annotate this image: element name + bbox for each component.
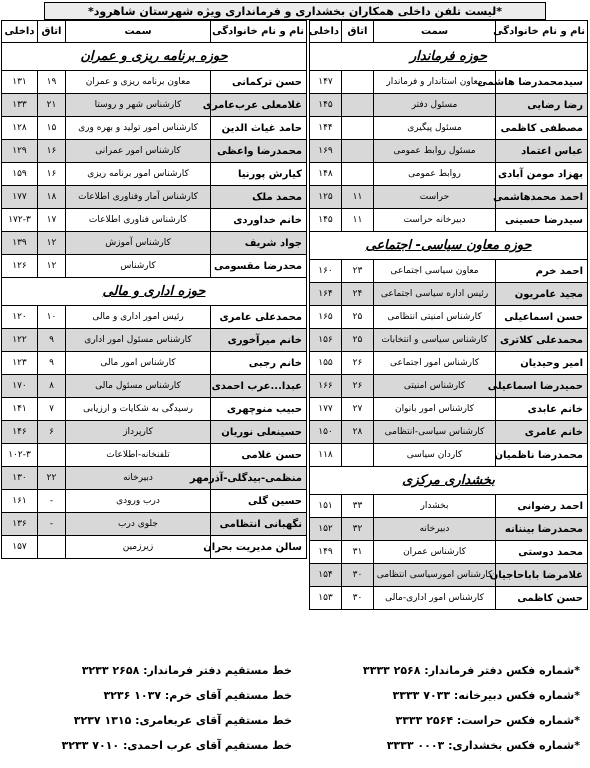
table-row [2, 117, 307, 140]
table-row [2, 421, 307, 444]
left-directory-column [2, 20, 307, 559]
staff-position: روابط عمومی [374, 163, 496, 186]
staff-name: حبیب منوچهری [211, 398, 307, 421]
staff-position: کارشناس آمار وفناوری اطلاعات [66, 186, 211, 209]
extension-number: ۱۲۸ [2, 117, 38, 140]
extension-number: ۱۴۵ [310, 209, 342, 232]
header-row [2, 21, 307, 43]
page-title: *لیست تلفن داخلی همکاران بخشداری و فرمانداری ویژه شهرستان شاهرود* [44, 2, 546, 20]
table-row [2, 186, 307, 209]
staff-position: کاردان سیاسی [374, 444, 496, 467]
room-number: ۱۵ [38, 117, 66, 140]
staff-name: کیارش پورنیا [211, 163, 307, 186]
direct-line-khoram: خط مستقیم آقای خرم: ۱۰۳۷ ۳۲۳۶ [103, 689, 292, 702]
table-row [310, 186, 588, 209]
staff-name: خانم رجبی [211, 352, 307, 375]
extension-number: ۱۶۶ [310, 375, 342, 398]
table-row [310, 329, 588, 352]
staff-position: دبیرخانه [66, 467, 211, 490]
section-title: حوزه برنامه ریزی و عمران [2, 43, 307, 71]
column-header-post: سمت [66, 21, 211, 43]
table-row [310, 283, 588, 306]
header-row [310, 21, 588, 43]
section-title: حوزه فرماندار [310, 43, 588, 71]
table-row [310, 398, 588, 421]
table-row [310, 94, 588, 117]
staff-position: زیرزمین [66, 536, 211, 559]
extension-number: ۱۴۹ [310, 541, 342, 564]
extension-number: ۱۲۰ [2, 306, 38, 329]
staff-name: حامد غیاث الدین [211, 117, 307, 140]
table-row [2, 140, 307, 163]
staff-position: کارشناس امنیتی [374, 375, 496, 398]
staff-position: کارشناس سیاسی-انتظامی [374, 421, 496, 444]
staff-position: کارشناس امور اجتماعی [374, 352, 496, 375]
staff-name: مصطفی کاظمی [496, 117, 588, 140]
extension-number: ۱۶۵ [310, 306, 342, 329]
staff-position: معاون استاندار و فرماندار [374, 71, 496, 94]
extension-number: ۱۶۹ [310, 140, 342, 163]
staff-name: عبدا...عرب احمدی [211, 375, 307, 398]
table-row [310, 352, 588, 375]
staff-position: کارشناس سیاسی و انتخابات [374, 329, 496, 352]
staff-name: محمدعلی کلاتری [496, 329, 588, 352]
right-directory-column [310, 20, 588, 610]
extension-number: ۱۳۹ [2, 232, 38, 255]
table-row [2, 352, 307, 375]
table-row [2, 306, 307, 329]
room-number: ۲۵ [342, 329, 374, 352]
staff-position: کارشناس فناوری اطلاعات [66, 209, 211, 232]
room-number: - [38, 513, 66, 536]
column-header-name: نام و نام خانوادگی [211, 21, 307, 43]
table-row [2, 71, 307, 94]
table-row [2, 232, 307, 255]
table-row [310, 209, 588, 232]
fax-security: *شماره فکس حراست: ۲۵۶۴ ۳۳۳۳ [395, 714, 580, 727]
table-row [2, 444, 307, 467]
extension-number: ۱۷۲-۳ [2, 209, 38, 232]
extension-number: ۱۶۴ [310, 283, 342, 306]
extension-number: ۱۵۰ [310, 421, 342, 444]
room-number: ۲۸ [342, 421, 374, 444]
room-number: ۱۹ [38, 71, 66, 94]
staff-name: حسن غلامی [211, 444, 307, 467]
room-number [38, 536, 66, 559]
column-header-room: اتاق [38, 21, 66, 43]
table-row [2, 536, 307, 559]
room-number: ۲۲ [38, 467, 66, 490]
room-number: ۶ [38, 421, 66, 444]
staff-name: حسن اسماعیلی [496, 306, 588, 329]
column-header-ext: داخلی [310, 21, 342, 43]
staff-name: محمد دوستی [496, 541, 588, 564]
extension-number: ۱۴۵ [310, 94, 342, 117]
table-row [2, 209, 307, 232]
extension-number: ۱۷۰ [2, 375, 38, 398]
staff-position: کارشناس امور بانوان [374, 398, 496, 421]
extension-number: ۱۶۰ [310, 260, 342, 283]
column-header-ext: داخلی [2, 21, 38, 43]
staff-name: محمدرضا بیننانه [496, 518, 588, 541]
room-number: ۹ [38, 352, 66, 375]
extension-number: ۱۵۷ [2, 536, 38, 559]
staff-name: محمد ملک [211, 186, 307, 209]
room-number: ۱۰ [38, 306, 66, 329]
extension-number: ۱۲۵ [310, 186, 342, 209]
room-number: ۱۷ [38, 209, 66, 232]
table-row [2, 163, 307, 186]
table-row [2, 513, 307, 536]
staff-position: کارپرداز [66, 421, 211, 444]
extension-number: ۱۴۸ [310, 163, 342, 186]
room-number [342, 444, 374, 467]
staff-name: خانم عامری [496, 421, 588, 444]
table-row [2, 490, 307, 513]
table-row [310, 71, 588, 94]
section-row [310, 43, 588, 71]
staff-name: خانم میرآخوری [211, 329, 307, 352]
room-number: ۱۲ [38, 255, 66, 278]
extension-number: ۱۵۲ [310, 518, 342, 541]
staff-name: منظمی-بیدگلی-آذرمهر [211, 467, 307, 490]
staff-position: کارشناس امور عمرانی [66, 140, 211, 163]
staff-name: حمیدرضا اسماعیلی [496, 375, 588, 398]
staff-name: احمد محمدهاشمی [496, 186, 588, 209]
fax-governor-office: *شماره فکس دفتر فرماندار: ۲۵۶۸ ۳۳۳۳ [362, 664, 580, 677]
room-number: ۷ [38, 398, 66, 421]
staff-name: مجید عامریون [496, 283, 588, 306]
staff-position: درب ورودی [66, 490, 211, 513]
extension-number: ۱۵۱ [310, 495, 342, 518]
room-number: ۲۶ [342, 375, 374, 398]
staff-position: کارشناس شهر و روستا [66, 94, 211, 117]
staff-position: کارشناس امور مالی [66, 352, 211, 375]
section-title: حوزه معاون سیاسی- اجتماعی [310, 232, 588, 260]
extension-number: ۱۵۶ [310, 329, 342, 352]
extension-number: ۱۰۲-۳ [2, 444, 38, 467]
staff-position: کارشناس آموزش [66, 232, 211, 255]
room-number: ۱۱ [342, 186, 374, 209]
staff-name: احمد خرم [496, 260, 588, 283]
table-row [2, 398, 307, 421]
room-number: ۳۰ [342, 587, 374, 610]
staff-position: کارشناس امور اداری-مالی [374, 587, 496, 610]
table-row [310, 495, 588, 518]
staff-position: کارشناس امور برنامه ریزی [66, 163, 211, 186]
staff-position: حراست [374, 186, 496, 209]
section-row [310, 232, 588, 260]
table-row [310, 306, 588, 329]
extension-number: ۱۴۷ [310, 71, 342, 94]
room-number: - [38, 490, 66, 513]
section-title: بخشداری مرکزی [310, 467, 588, 495]
table-row [2, 329, 307, 352]
staff-position: کارشناس مسئول مالی [66, 375, 211, 398]
footer-fax-lines [0, 662, 590, 762]
staff-position: معاون سیاسی اجتماعی [374, 260, 496, 283]
extension-number: ۱۲۹ [2, 140, 38, 163]
column-header-room: اتاق [342, 21, 374, 43]
room-number [38, 444, 66, 467]
extension-number: ۱۶۱ [2, 490, 38, 513]
staff-name: امیر وحیدیان [496, 352, 588, 375]
table-row [310, 518, 588, 541]
room-number: ۱۶ [38, 140, 66, 163]
room-number: ۲۶ [342, 352, 374, 375]
table-row [310, 260, 588, 283]
fax-secretariat: *شماره فکس دبیرخانه: ۷۰۳۳ ۳۳۳۳ [392, 689, 580, 702]
direct-line-arab-ahmadi: خط مستقیم آقای عرب احمدی: ۷۰۱۰ ۳۲۳۳ [61, 739, 292, 752]
section-row [2, 43, 307, 71]
room-number [342, 71, 374, 94]
table-row [310, 117, 588, 140]
staff-name: خانم خداوردی [211, 209, 307, 232]
staff-name: بهزاد مومن آبادی [496, 163, 588, 186]
staff-name: محمدرضا ناظمیان [496, 444, 588, 467]
table-row [310, 421, 588, 444]
room-number: ۱۲ [38, 232, 66, 255]
staff-name: محمدعلی عامری [211, 306, 307, 329]
staff-name: غلامعلی عرب‌عامری [211, 94, 307, 117]
section-row [2, 278, 307, 306]
extension-number: ۱۵۴ [310, 564, 342, 587]
extension-number: ۱۳۶ [2, 513, 38, 536]
direct-line-governor-office: خط مستقیم دفتر فرماندار: ۲۶۵۸ ۳۲۳۳ [81, 664, 292, 677]
staff-position: کارشناس امور تولید و بهره وری [66, 117, 211, 140]
room-number: ۳۰ [342, 564, 374, 587]
staff-position: مسئول روابط عمومی [374, 140, 496, 163]
extension-number: ۱۱۸ [310, 444, 342, 467]
room-number: ۱۱ [342, 209, 374, 232]
extension-number: ۱۳۰ [2, 467, 38, 490]
staff-position: کارشناس [66, 255, 211, 278]
table-row [2, 467, 307, 490]
right-directory-table [309, 20, 588, 610]
extension-number: ۱۴۴ [310, 117, 342, 140]
extension-number: ۱۵۳ [310, 587, 342, 610]
extension-number: ۱۵۵ [310, 352, 342, 375]
table-row [310, 163, 588, 186]
extension-number: ۱۳۳ [2, 94, 38, 117]
staff-position: رسیدگی به شکایات و ارزیابی [66, 398, 211, 421]
room-number: ۹ [38, 329, 66, 352]
table-row [310, 140, 588, 163]
extension-number: ۱۳۱ [2, 71, 38, 94]
column-header-post: سمت [374, 21, 496, 43]
staff-name: حسین گلی [211, 490, 307, 513]
staff-position: کارشناس مسئول امور اداری [66, 329, 211, 352]
table-row [310, 541, 588, 564]
room-number: ۸ [38, 375, 66, 398]
room-number: ۱۶ [38, 163, 66, 186]
room-number: ۲۱ [38, 94, 66, 117]
extension-number: ۱۵۹ [2, 163, 38, 186]
room-number: ۲۷ [342, 398, 374, 421]
staff-position: تلفنخانه-اطلاعات [66, 444, 211, 467]
section-title: حوزه اداری و مالی [2, 278, 307, 306]
room-number: ۳۱ [342, 541, 374, 564]
extension-number: ۱۷۷ [2, 186, 38, 209]
staff-position: معاون برنامه ریزی و عمران [66, 71, 211, 94]
staff-name: رضا رضایی [496, 94, 588, 117]
extension-number: ۱۲۳ [2, 352, 38, 375]
room-number: ۳۲ [342, 518, 374, 541]
section-row [310, 467, 588, 495]
room-number: ۳۳ [342, 495, 374, 518]
staff-name: حسن ترکمانی [211, 71, 307, 94]
table-row [2, 94, 307, 117]
staff-name: نگهبانی انتظامی [211, 513, 307, 536]
room-number: ۱۸ [38, 186, 66, 209]
staff-name: عباس اعتماد [496, 140, 588, 163]
staff-position: مسئول دفتر [374, 94, 496, 117]
room-number [342, 117, 374, 140]
room-number [342, 163, 374, 186]
staff-name: سالن مدیریت بحران [211, 536, 307, 559]
column-header-name: نام و نام خانوادگی [496, 21, 588, 43]
staff-name: احمد رضوانی [496, 495, 588, 518]
room-number: ۲۴ [342, 283, 374, 306]
staff-name: محدرضا مقسومی [211, 255, 307, 278]
staff-position: رئیس امور اداری و مالی [66, 306, 211, 329]
staff-position: بخشدار [374, 495, 496, 518]
staff-name: سیدمحمدرضا هاشمی [496, 71, 588, 94]
staff-name: غلامرضا باباحاجیان [496, 564, 588, 587]
staff-position: دبیرخانه [374, 518, 496, 541]
staff-position: کارشناس امورسیاسی انتظامی [374, 564, 496, 587]
left-directory-table [1, 20, 307, 559]
table-row [2, 375, 307, 398]
staff-position: دبیرخانه حراست [374, 209, 496, 232]
staff-position: مسئول پیگیری [374, 117, 496, 140]
extension-number: ۱۲۶ [2, 255, 38, 278]
staff-name: حسینعلی نوریان [211, 421, 307, 444]
table-row [310, 375, 588, 398]
table-row [310, 587, 588, 610]
staff-position: کارشناس امنیتی انتظامی [374, 306, 496, 329]
extension-number: ۱۴۱ [2, 398, 38, 421]
staff-position: کارشناس عمران [374, 541, 496, 564]
table-row [310, 444, 588, 467]
table-row [310, 564, 588, 587]
staff-position: جلوی درب [66, 513, 211, 536]
extension-number: ۱۲۲ [2, 329, 38, 352]
room-number: ۲۵ [342, 306, 374, 329]
room-number [342, 140, 374, 163]
fax-district: *شماره فکس بخشداری: ۰۰۰۳ ۳۳۳۳ [386, 739, 580, 752]
direct-line-arabameri: خط مستقیم آقای عربعامری: ۱۳۱۵ ۳۲۳۷ [73, 714, 292, 727]
staff-position: رئیس اداره سیاسی اجتماعی [374, 283, 496, 306]
staff-name: حسن کاظمی [496, 587, 588, 610]
table-row [2, 255, 307, 278]
staff-name: محمدرضا واعظی [211, 140, 307, 163]
staff-name: خانم عابدی [496, 398, 588, 421]
staff-name: سیدرضا حسینی [496, 209, 588, 232]
extension-number: ۱۴۶ [2, 421, 38, 444]
room-number [342, 94, 374, 117]
staff-name: جواد شریف [211, 232, 307, 255]
extension-number: ۱۷۷ [310, 398, 342, 421]
room-number: ۲۳ [342, 260, 374, 283]
